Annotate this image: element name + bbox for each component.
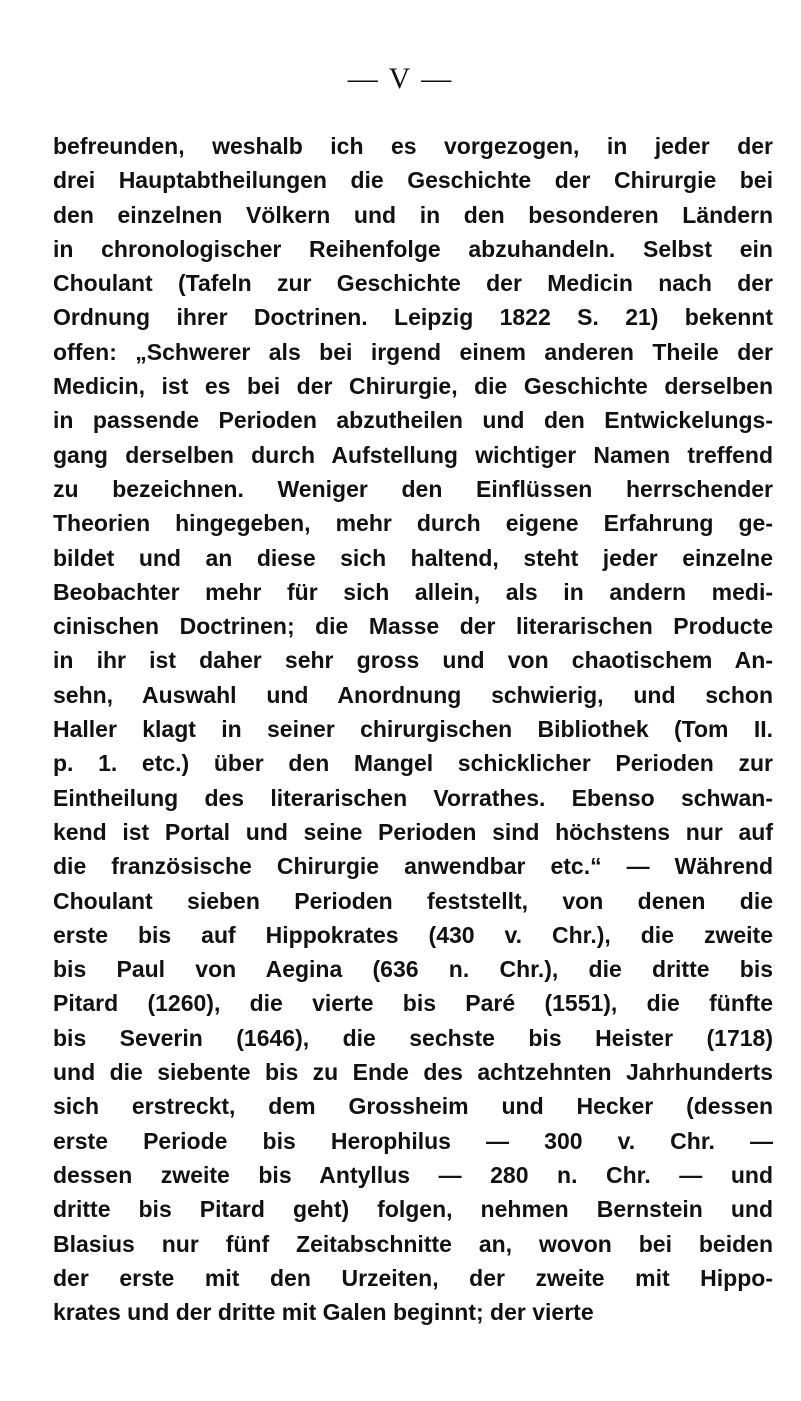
text-line: erste bis auf Hippokrates (430 v. Chr.), die zweite [53,921,773,948]
text-line: und die siebente bis zu Ende des achtzehnten Jahrhunderts [53,1059,773,1086]
text-line: bis Severin (1646), die sechste bis Heister (1718) [53,1024,773,1051]
text-line: cinischen Doctrinen; die Masse der literarischen Producte [53,613,773,640]
text-line: kend ist Portal und seine Perioden sind höchstens nur auf [53,818,773,845]
text-line: in passende Perioden abzutheilen und den Entwickelungs- [53,407,773,434]
text-line: Theorien hingegeben, mehr durch eigene Erfahrung ge- [53,510,773,537]
body-text [53,129,773,1329]
text-line: in ihr ist daher sehr gross und von chaotischem An- [53,647,773,674]
text-line: p. 1. etc.) über den Mangel schicklicher Perioden zur [53,750,773,777]
text-line: krates und der dritte mit Galen beginnt; der vierte [53,1299,594,1326]
text-line: bildet und an diese sich haltend, steht jeder einzelne [53,544,773,571]
text-line: Blasius nur fünf Zeitabschnitte an, wovon bei beiden [53,1230,773,1257]
text-line: Eintheilung des literarischen Vorrathes. Ebenso schwan- [53,784,773,811]
text-line: der erste mit den Urzeiten, der zweite mit Hippo- [53,1264,773,1291]
text-line: sehn, Auswahl und Anordnung schwierig, und schon [53,681,773,708]
text-line: zu bezeichnen. Weniger den Einflüssen herrschender [53,475,773,502]
text-line: dritte bis Pitard geht) folgen, nehmen Bernstein und [53,1196,773,1223]
text-line: Choulant sieben Perioden feststellt, von denen die [53,887,773,914]
text-line: erste Periode bis Herophilus — 300 v. Chr. — [53,1127,773,1154]
text-line: Medicin, ist es bei der Chirurgie, die Geschichte derselben [53,373,773,400]
text-line: Pitard (1260), die vierte bis Paré (1551), die fünfte [53,990,773,1017]
text-line: bis Paul von Aegina (636 n. Chr.), die dritte bis [53,956,773,983]
text-line: die französische Chirurgie anwendbar etc.“ — Während [53,853,773,880]
text-line: drei Hauptabtheilungen die Geschichte der Chirurgie bei [53,167,773,194]
text-line: sich erstreckt, dem Grossheim und Hecker (dessen [53,1093,773,1120]
text-line: in chronologischer Reihenfolge abzuhandeln. Selbst ein [53,235,773,262]
text-line: Ordnung ihrer Doctrinen. Leipzig 1822 S. 21) bekennt [53,304,773,331]
text-line: dessen zweite bis Antyllus — 280 n. Chr. — und [53,1161,773,1188]
text-line: Choulant (Tafeln zur Geschichte der Medicin nach der [53,270,773,297]
text-line: gang derselben durch Aufstellung wichtiger Namen treffend [53,441,773,468]
text-line: Beobachter mehr für sich allein, als in andern medi- [53,578,773,605]
text-line: Haller klagt in seiner chirurgischen Bibliothek (Tom II. [53,716,773,743]
page-number-header: — V — [347,62,454,95]
text-line: den einzelnen Völkern und in den besonderen Ländern [53,201,773,228]
text-line: befreunden, weshalb ich es vorgezogen, in jeder der [53,133,773,159]
text-line: offen: „Schwerer als bei irgend einem anderen Theile der [53,338,773,365]
